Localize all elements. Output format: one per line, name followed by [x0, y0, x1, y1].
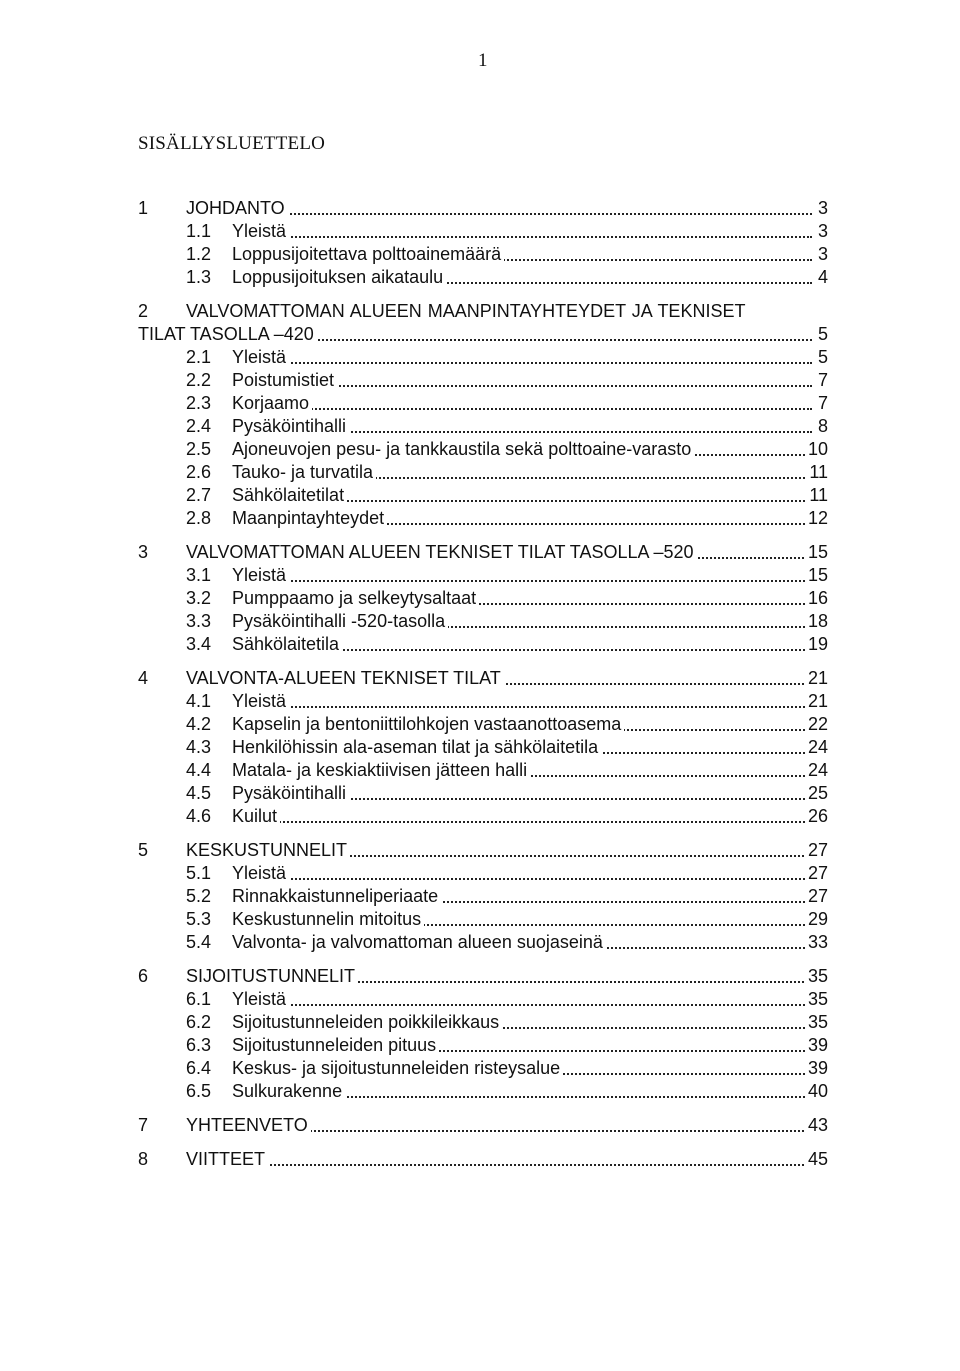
toc-subentry: [138, 484, 828, 507]
toc-entry-number: 5: [138, 840, 149, 860]
toc-entry-label: Kapselin ja bentoniittilohkojen vastaanottoasema: [232, 714, 624, 734]
toc-entry-label: Korjaamo: [232, 393, 312, 413]
toc-entry-label: VIITTEET: [186, 1149, 268, 1169]
toc-entry-number: 6.5: [186, 1081, 212, 1101]
toc-entry-page: 35: [805, 988, 828, 1011]
toc-entry-page: 24: [805, 759, 828, 782]
toc-entry-number: 3: [138, 542, 149, 562]
toc-entry-label-wrap: [232, 438, 812, 461]
toc-entry-label: Matala- ja keskiaktiivisen jätteen halli: [232, 760, 530, 780]
toc-entry-page: 21: [805, 667, 828, 690]
toc-entry-label-wrap: [232, 461, 812, 484]
toc-entry-label: Henkilöhissin ala-aseman tilat ja sähkölaitetila: [232, 737, 601, 757]
toc-entry-label-wrap: [232, 1034, 812, 1057]
toc-subentry: [138, 805, 828, 828]
toc-entry-label-wrap: [232, 908, 812, 931]
toc-entry-page: 19: [805, 633, 828, 656]
toc-subentry: [138, 736, 828, 759]
toc-entry-label: KESKUSTUNNELIT: [186, 840, 350, 860]
toc-entry-label: Yleistä: [232, 221, 289, 241]
toc-entry-page: 3: [815, 220, 828, 243]
toc-entry-label-wrap: [232, 988, 812, 1011]
toc-subentry: [138, 438, 828, 461]
toc-entry-label: Ajoneuvojen pesu- ja tankkaustila sekä polttoaine-varasto: [232, 439, 694, 459]
toc-entry-label: Yleistä: [232, 347, 289, 367]
toc-entry-page: 35: [805, 965, 828, 988]
toc-entry-page: 5: [815, 323, 828, 346]
toc-subentry: [138, 461, 828, 484]
toc-entry-label-wrap: [186, 197, 812, 220]
toc-entry-label: Maanpintayhteydet: [232, 508, 387, 528]
toc-entry-page: 10: [805, 438, 828, 461]
toc-entry-label: Loppusijoitettava polttoainemäärä: [232, 244, 504, 264]
toc-entry-page: 4: [815, 266, 828, 289]
toc-entry-label-wrap: [232, 713, 812, 736]
toc-entry-number: 2.1: [186, 347, 212, 367]
toc-entry-heading: [138, 300, 828, 323]
toc-entry-label: Keskustunnelin mitoitus: [232, 909, 424, 929]
toc-subentry: [138, 220, 828, 243]
toc-subentry: [138, 415, 828, 438]
toc-entry-page: 27: [805, 839, 828, 862]
toc-entry-number: 4.2: [186, 714, 212, 734]
toc-entry-label: SIJOITUSTUNNELIT: [186, 966, 358, 986]
toc-entry-label: VALVOMATTOMAN ALUEEN TEKNISET TILAT TASOLLA –520: [186, 542, 697, 562]
toc-entry-number: 3.3: [186, 611, 212, 631]
toc-entry-label-wrap: [186, 1114, 812, 1137]
toc-entry-label-wrap: [232, 633, 812, 656]
toc-entry-label-wrap: [186, 1148, 812, 1171]
toc-entry-page: 27: [805, 885, 828, 908]
toc-subentry: [138, 1057, 828, 1080]
toc-entry-label: Keskus- ja sijoitustunneleiden risteysalue: [232, 1058, 563, 1078]
toc-entry-label-continued: TILAT TASOLLA –420: [138, 323, 317, 346]
toc-entry-page: 25: [805, 782, 828, 805]
toc-entry-label: Pysäköintihalli: [232, 783, 349, 803]
toc-entry-label: Sulkurakenne: [232, 1081, 345, 1101]
toc-subentry: [138, 931, 828, 954]
toc-entry-number: 2.5: [186, 439, 212, 459]
toc-entry-label-wrap: [232, 415, 812, 438]
toc-entry-number: 4.3: [186, 737, 212, 757]
toc-entry-number: 4.5: [186, 783, 212, 803]
toc-entry-page: 7: [815, 392, 828, 415]
toc-entry-label-wrap: [232, 1080, 812, 1103]
toc-entry-number: 8: [138, 1149, 149, 1169]
toc-entry-label-wrap: [232, 220, 812, 243]
toc-entry-number: 2.4: [186, 416, 212, 436]
toc-entry-label-wrap: [232, 346, 812, 369]
toc-entry-number: 2.8: [186, 508, 212, 528]
toc-entry-number: 6.4: [186, 1058, 212, 1078]
toc-entry-number: 1: [138, 198, 149, 218]
toc-entry-number: 3.1: [186, 565, 212, 585]
toc-entry-page: 3: [815, 243, 828, 266]
toc-entry-label-wrap: [232, 759, 812, 782]
toc-entry-number: 4.1: [186, 691, 212, 711]
toc-entry-number: 5.2: [186, 886, 212, 906]
page-number: 1: [478, 50, 488, 71]
toc-entry: [138, 667, 828, 690]
toc-subentry: [138, 713, 828, 736]
toc-entry-number: 7: [138, 1115, 149, 1135]
toc-entry-number: 6.2: [186, 1012, 212, 1032]
toc-entry-page: 5: [815, 346, 828, 369]
toc-entry-page: 29: [805, 908, 828, 931]
toc-entry-page: 15: [805, 564, 828, 587]
toc-entry-label: VALVOMATTOMAN ALUEEN MAANPINTAYHTEYDET JA TEKNISET: [186, 301, 746, 321]
page-title: SISÄLLYSLUETTELO: [138, 133, 326, 154]
toc-entry-number: 1.3: [186, 267, 212, 287]
toc-entry-label: Yleistä: [232, 989, 289, 1009]
toc-entry-heading-continued: [138, 323, 828, 346]
toc-entry-label: Pumppaamo ja selkeytysaltaat: [232, 588, 479, 608]
toc-entry-label-wrap: [232, 782, 812, 805]
toc-entry: [138, 197, 828, 220]
toc-entry-label-wrap: [232, 392, 812, 415]
toc-entry-label: YHTEENVETO: [186, 1115, 311, 1135]
toc-subentry: [138, 507, 828, 530]
toc-entry-label: Sähkölaitetila: [232, 634, 342, 654]
toc-entry-page: 26: [805, 805, 828, 828]
toc-entry-number: 2.6: [186, 462, 212, 482]
toc-subentry: [138, 759, 828, 782]
toc-entry-label-wrap: [232, 1011, 812, 1034]
toc-entry-label: Sijoitustunneleiden poikkileikkaus: [232, 1012, 502, 1032]
toc-entry-page: 27: [805, 862, 828, 885]
toc-entry: [138, 1148, 828, 1171]
toc-entry-label-wrap: [232, 1057, 812, 1080]
toc-subentry: [138, 610, 828, 633]
toc-subentry: [138, 1034, 828, 1057]
toc-entry-page: 39: [805, 1057, 828, 1080]
toc-entry-page: 18: [805, 610, 828, 633]
toc-entry-label-wrap: [232, 690, 812, 713]
toc-entry-page: 3: [815, 197, 828, 220]
toc-entry-number: 6.3: [186, 1035, 212, 1055]
toc-entry: [138, 1114, 828, 1137]
toc-entry-label: Pysäköintihalli -520-tasolla: [232, 611, 448, 631]
toc-entry-label: Rinnakkaistunneliperiaate: [232, 886, 441, 906]
toc-entry-label-wrap: [232, 862, 812, 885]
toc-subentry: [138, 1080, 828, 1103]
toc-entry-page: 15: [805, 541, 828, 564]
toc-entry-number: 2.3: [186, 393, 212, 413]
toc-entry-label: Yleistä: [232, 691, 289, 711]
toc-entry-page: 11: [806, 484, 828, 507]
toc-entry-label: Kuilut: [232, 806, 280, 826]
toc-entry-label: Sähkölaitetilat: [232, 485, 347, 505]
toc-entry-page: 24: [805, 736, 828, 759]
toc-entry-page: 35: [805, 1011, 828, 1034]
toc-subentry: [138, 369, 828, 392]
toc-entry-label-wrap: [186, 965, 812, 988]
toc-entry-page: 43: [805, 1114, 828, 1137]
toc-entry-label: Yleistä: [232, 863, 289, 883]
toc-entry-number: 1.2: [186, 244, 212, 264]
toc-subentry: [138, 346, 828, 369]
toc-entry-page: 40: [805, 1080, 828, 1103]
toc-entry-label: Valvonta- ja valvomattoman alueen suojaseinä: [232, 932, 606, 952]
toc-entry-label: Sijoitustunneleiden pituus: [232, 1035, 439, 1055]
toc-entry-label-wrap: [232, 369, 812, 392]
toc-entry-label-wrap: [232, 931, 812, 954]
toc-entry-page: 16: [805, 587, 828, 610]
toc-entry-label-wrap: [232, 587, 812, 610]
toc-entry-label-wrap: [232, 885, 812, 908]
toc-entry-label-wrap: [232, 484, 812, 507]
toc-subentry: [138, 782, 828, 805]
toc-entry-page: 7: [815, 369, 828, 392]
toc-subentry: [138, 633, 828, 656]
toc-entry-page: 39: [805, 1034, 828, 1057]
toc-entry-page: 33: [805, 931, 828, 954]
toc-entry-label: Tauko- ja turvatila: [232, 462, 376, 482]
toc-entry-label-wrap: [186, 839, 812, 862]
toc-subentry: [138, 266, 828, 289]
toc-entry-label: VALVONTA-ALUEEN TEKNISET TILAT: [186, 668, 504, 688]
toc-entry-number: 5.4: [186, 932, 212, 952]
toc-entry-label-wrap: [186, 541, 812, 564]
toc-entry-page: 22: [805, 713, 828, 736]
toc-subentry: [138, 862, 828, 885]
toc-entry-label-wrap: [232, 564, 812, 587]
toc-entry-number: 3.4: [186, 634, 212, 654]
toc-entry-label-wrap: [232, 507, 812, 530]
toc-entry-number: 1.1: [186, 221, 212, 241]
toc-subentry: [138, 243, 828, 266]
toc-entry-number: 2: [138, 301, 149, 321]
toc-entry-label-wrap: [232, 610, 812, 633]
toc-entry-label: Pysäköintihalli: [232, 416, 349, 436]
toc-entry-label-wrap: [232, 805, 812, 828]
toc-entry-number: 6.1: [186, 989, 212, 1009]
toc-subentry: [138, 908, 828, 931]
toc-entry: [138, 541, 828, 564]
toc-entry-page: 8: [815, 415, 828, 438]
toc-entry-label-wrap: [232, 736, 812, 759]
toc-entry-number: 4: [138, 668, 149, 688]
toc-entry-page: 21: [805, 690, 828, 713]
toc-subentry: [138, 564, 828, 587]
toc-entry-page: 45: [805, 1148, 828, 1171]
toc-entry-number: 2.7: [186, 485, 212, 505]
toc-entry-label-wrap: [232, 243, 812, 266]
toc-entry-number: 4.6: [186, 806, 212, 826]
toc-entry-label: Poistumistiet: [232, 370, 337, 390]
toc-entry-number: 2.2: [186, 370, 212, 390]
toc-entry: [138, 965, 828, 988]
toc-entry-label-wrap: [232, 266, 812, 289]
toc-entry-label: Loppusijoituksen aikataulu: [232, 267, 446, 287]
table-of-contents: [138, 197, 828, 1171]
toc-entry-number: 4.4: [186, 760, 212, 780]
toc-subentry: [138, 1011, 828, 1034]
toc-entry: [138, 839, 828, 862]
toc-subentry: [138, 587, 828, 610]
toc-entry-number: 5.1: [186, 863, 212, 883]
toc-entry-label: Yleistä: [232, 565, 289, 585]
toc-subentry: [138, 690, 828, 713]
toc-entry-number: 3.2: [186, 588, 212, 608]
toc-entry-number: 6: [138, 966, 149, 986]
toc-entry-label: JOHDANTO: [186, 198, 288, 218]
toc-subentry: [138, 392, 828, 415]
toc-entry-page: 12: [805, 507, 828, 530]
toc-entry-number: 5.3: [186, 909, 212, 929]
toc-subentry: [138, 885, 828, 908]
toc-entry-page: 11: [806, 461, 828, 484]
toc-entry-label-wrap: [186, 667, 812, 690]
toc-subentry: [138, 988, 828, 1011]
